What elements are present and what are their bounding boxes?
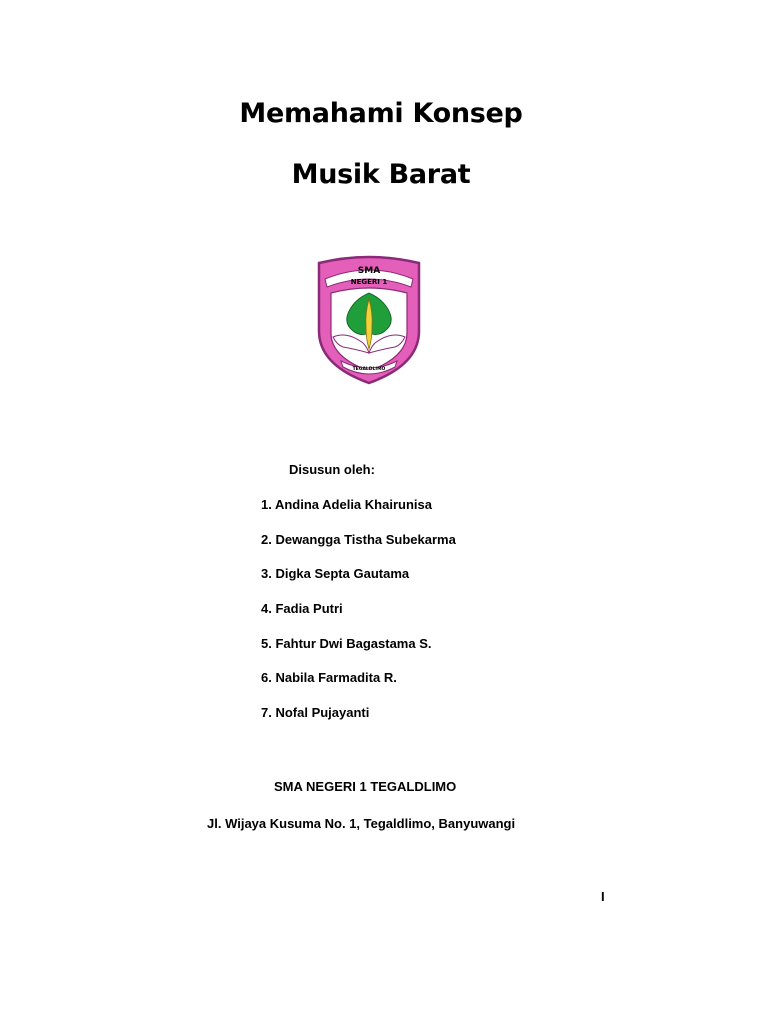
title-line-1: Memahami Konsep — [239, 98, 523, 129]
title-line-2: Musik Barat — [291, 159, 471, 190]
svg-text:SMA: SMA — [357, 266, 381, 276]
member-item: 7. Nofal Pujayanti — [261, 705, 370, 721]
member-list — [261, 497, 456, 740]
member-item: 6. Nabila Farmadita R. — [261, 670, 397, 686]
page-number: I — [601, 889, 605, 904]
member-item: 3. Digka Septa Gautama — [261, 566, 410, 582]
school-address: Jl. Wijaya Kusuma No. 1, Tegaldlimo, Banyuwangi — [207, 816, 516, 831]
member-item: 4. Fadia Putri — [261, 601, 343, 617]
member-item: 1. Andina Adelia Khairunisa — [261, 497, 432, 512]
member-item: 5. Fahtur Dwi Bagastama S. — [261, 635, 432, 651]
svg-text:NEGERI 1: NEGERI 1 — [350, 278, 388, 286]
byline-label: Disusun oleh: — [289, 462, 375, 477]
svg-text:TEGALDLIMO: TEGALDLIMO — [352, 367, 386, 372]
member-item: 2. Dewangga Tistha Subekarma — [261, 531, 456, 547]
school-crest-icon — [311, 253, 427, 387]
school-name: SMA NEGERI 1 TEGALDLIMO — [274, 779, 457, 794]
